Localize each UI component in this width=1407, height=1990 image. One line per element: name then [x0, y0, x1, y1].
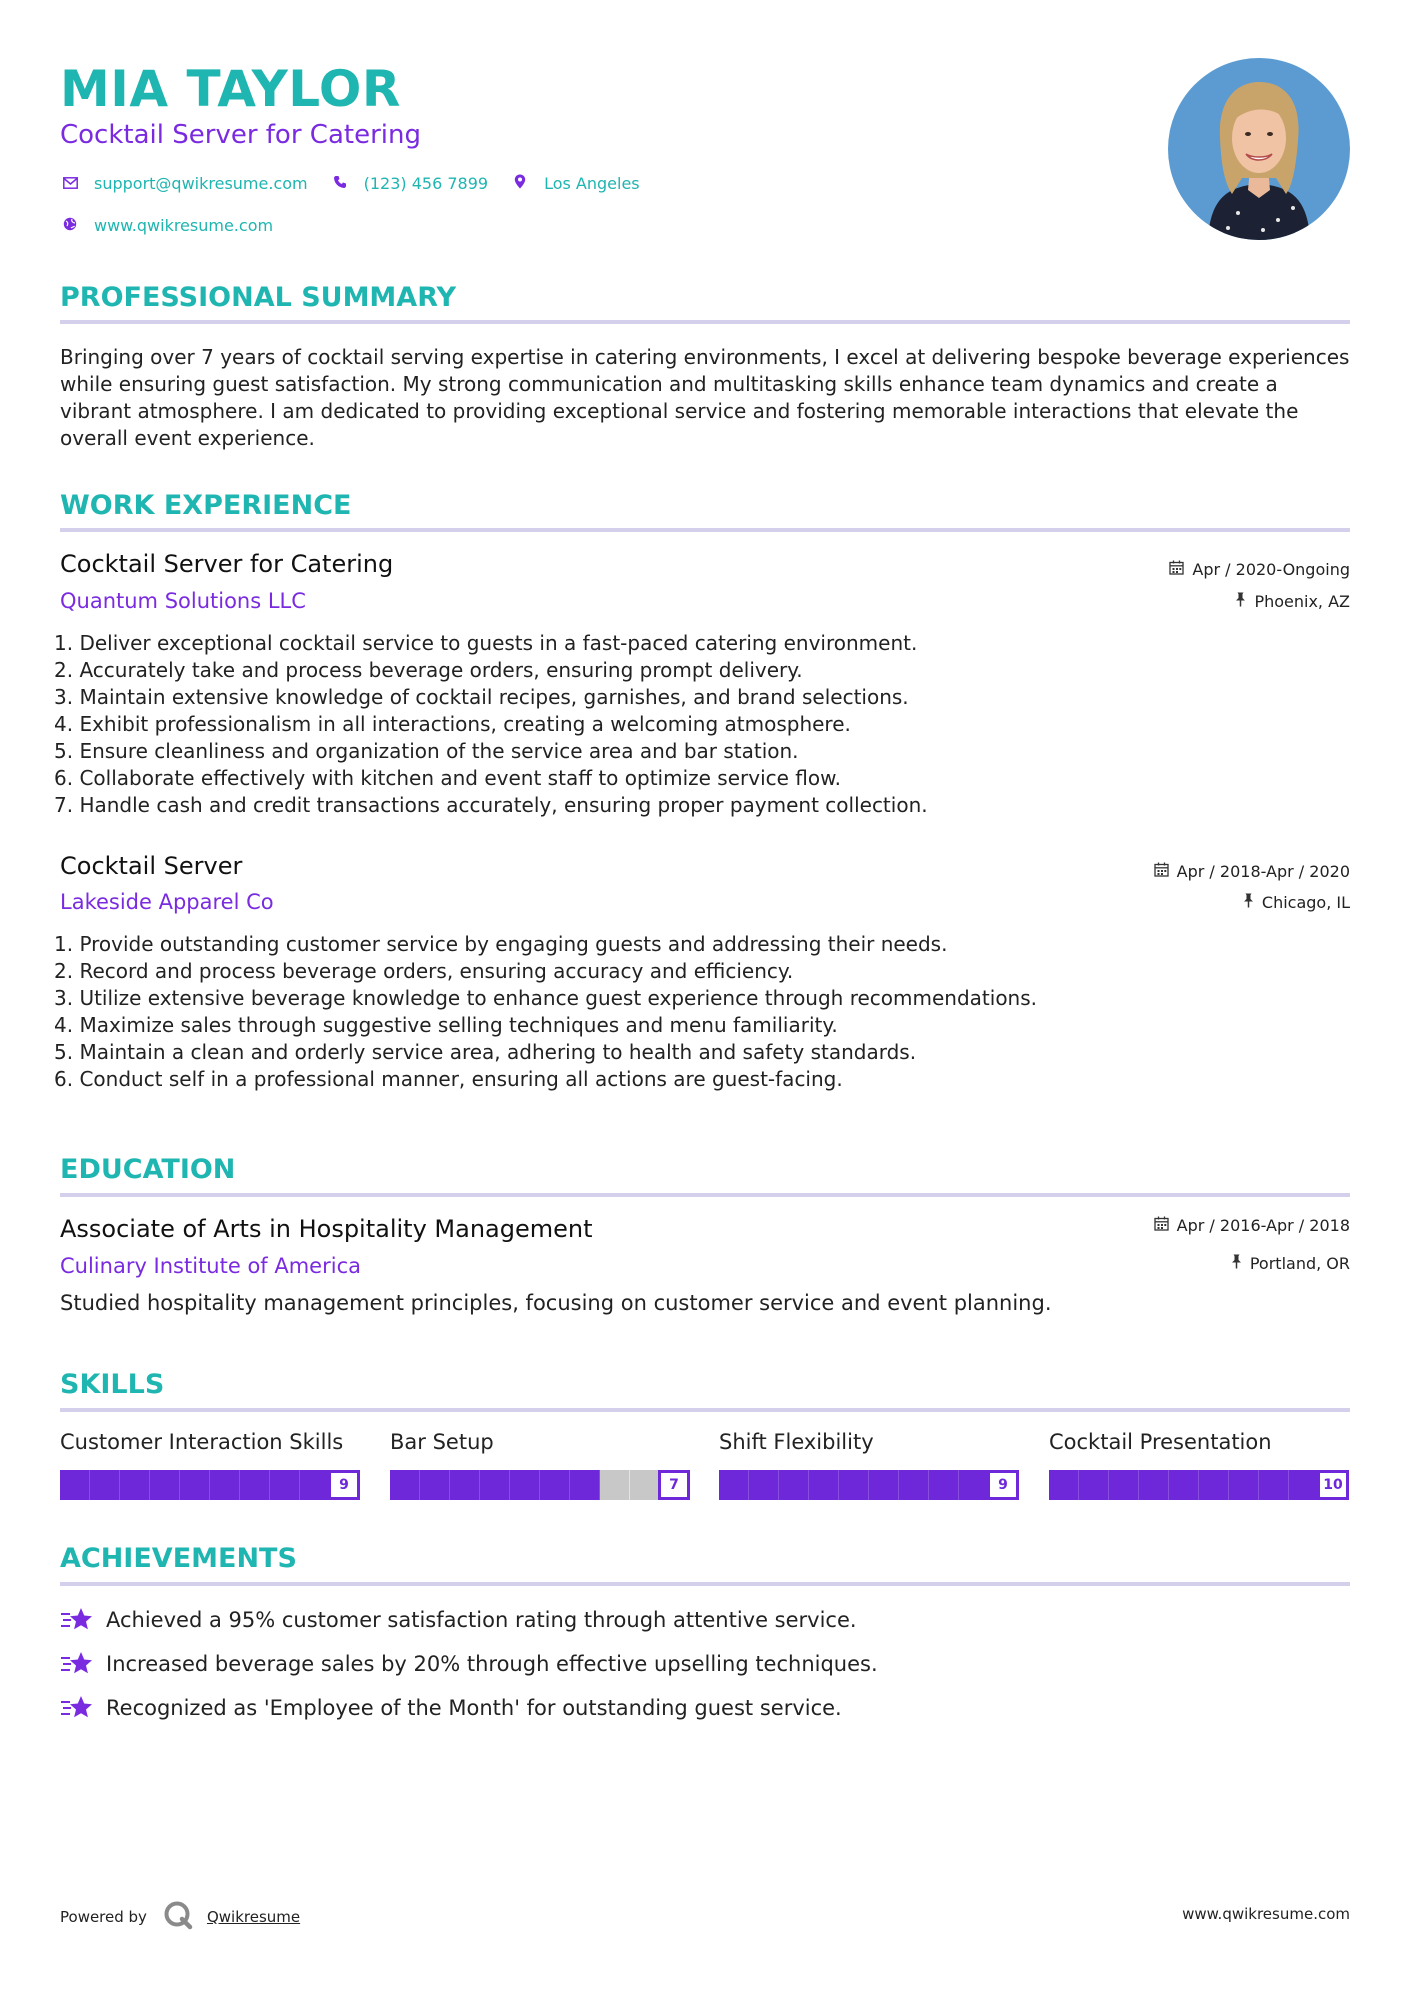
list-item: 5. Ensure cleanliness and organization of the service area and bar station.	[54, 739, 799, 763]
summary-divider	[60, 320, 1350, 324]
skill-rating-bar	[719, 1470, 1019, 1500]
job-location	[1235, 592, 1350, 611]
skills-divider	[60, 1408, 1350, 1412]
skill-segment	[839, 1470, 869, 1500]
pushpin-icon	[1231, 1254, 1242, 1273]
skill-segment	[60, 1470, 90, 1500]
envelope-icon	[60, 175, 80, 193]
skill-segment	[1109, 1470, 1139, 1500]
location-text: Phoenix, AZ	[1254, 592, 1350, 611]
skill-segment	[1229, 1470, 1259, 1500]
job-company: Quantum Solutions LLC	[60, 589, 306, 613]
skill-segment	[1259, 1470, 1289, 1500]
skill-segment	[779, 1470, 809, 1500]
list-item: 3. Utilize extensive beverage knowledge to enhance guest experience through recommendations.	[54, 986, 1038, 1010]
job-title: Cocktail Server	[60, 852, 243, 880]
candidate-title: Cocktail Server for Catering	[60, 120, 421, 150]
website-text: www.qwikresume.com	[94, 216, 274, 235]
achievements-heading: ACHIEVEMENTS	[60, 1543, 297, 1574]
shooting-star-icon	[60, 1693, 94, 1723]
contact-phone[interactable]	[330, 174, 488, 193]
calendar-icon	[1154, 862, 1169, 881]
skill-score: 10	[1317, 1470, 1349, 1500]
education-description: Studied hospitality management principles, focusing on customer service and event planning.	[60, 1291, 1052, 1315]
summary-heading: PROFESSIONAL SUMMARY	[60, 282, 457, 313]
qwikresume-logo-icon	[163, 1900, 193, 1934]
website-row	[60, 216, 295, 235]
list-item: 4. Maximize sales through suggestive selling techniques and menu familiarity.	[54, 1013, 838, 1037]
location-text: Portland, OR	[1249, 1254, 1350, 1273]
location-text: Chicago, IL	[1261, 893, 1350, 912]
skills-heading: SKILLS	[60, 1369, 165, 1400]
skill-segment	[899, 1470, 929, 1500]
shooting-star-icon	[60, 1605, 94, 1635]
skill-segment	[1169, 1470, 1199, 1500]
skill-item	[60, 1430, 360, 1500]
powered-by-label: Powered by	[60, 1908, 147, 1926]
footer-branding	[60, 1900, 300, 1934]
skill-segment	[510, 1470, 540, 1500]
job-responsibilities	[54, 931, 1344, 1093]
skill-segment	[959, 1470, 989, 1500]
skill-segment	[1289, 1470, 1319, 1500]
education-divider	[60, 1193, 1350, 1197]
profile-photo	[1168, 58, 1350, 240]
skill-segment	[210, 1470, 240, 1500]
summary-text: Bringing over 7 years of cocktail serving expertise in catering environments, I excel at delivering bespoke beverage experiences while ensuring guest satisfaction. My strong communication and multitasking skills enhance team dynamics and create a vibrant atmosphere. I am dedicated to providing exceptional service and fostering memorable interactions that elevate the overall event experience.	[60, 345, 1350, 450]
job-location	[1243, 893, 1350, 912]
list-item: 5. Maintain a clean and orderly service area, adhering to health and safety standards.	[54, 1040, 917, 1064]
skill-label: Cocktail Presentation	[1049, 1430, 1272, 1454]
skill-rating-bar	[60, 1470, 360, 1500]
achievement-text: Recognized as 'Employee of the Month' for outstanding guest service.	[106, 1696, 842, 1720]
skill-label: Bar Setup	[390, 1430, 494, 1454]
list-item: 1. Deliver exceptional cocktail service to guests in a fast-paced catering environment.	[54, 631, 918, 655]
candidate-name: MIA TAYLOR	[60, 60, 401, 118]
contact-website[interactable]	[60, 216, 273, 235]
skill-segment	[570, 1470, 600, 1500]
skill-segment	[600, 1470, 630, 1500]
calendar-icon	[1154, 1216, 1169, 1235]
job-dates	[1154, 862, 1350, 881]
skill-segment	[300, 1470, 330, 1500]
skill-label: Customer Interaction Skills	[60, 1430, 344, 1454]
list-item: 1. Provide outstanding customer service by engaging guests and addressing their needs.	[54, 932, 948, 956]
list-item: 6. Collaborate effectively with kitchen and event staff to optimize service flow.	[54, 766, 842, 790]
job-responsibilities	[54, 630, 1344, 819]
location-text: Los Angeles	[544, 174, 640, 193]
skill-segment	[540, 1470, 570, 1500]
skill-segment	[90, 1470, 120, 1500]
skill-segment	[420, 1470, 450, 1500]
skill-score: 9	[987, 1470, 1019, 1500]
pushpin-icon	[1235, 592, 1246, 611]
achievements-divider	[60, 1582, 1350, 1586]
footer-url[interactable]: www.qwikresume.com	[1182, 1905, 1350, 1923]
skill-item	[390, 1430, 690, 1500]
list-item: 2. Record and process beverage orders, ensuring accuracy and efficiency.	[54, 959, 794, 983]
dates-text: Apr / 2016-Apr / 2018	[1176, 1216, 1350, 1235]
globe-icon	[60, 217, 80, 235]
experience-divider	[60, 528, 1350, 532]
degree-title: Associate of Arts in Hospitality Management	[60, 1215, 593, 1243]
skill-segment	[450, 1470, 480, 1500]
list-item: 4. Exhibit professionalism in all interactions, creating a welcoming atmosphere.	[54, 712, 851, 736]
skill-segment	[390, 1470, 420, 1500]
contact-row	[60, 174, 662, 193]
job-dates	[1169, 560, 1350, 579]
dates-text: Apr / 2020-Ongoing	[1192, 560, 1350, 579]
education-dates	[1154, 1216, 1350, 1235]
skill-segment	[150, 1470, 180, 1500]
skill-label: Shift Flexibility	[719, 1430, 874, 1454]
school-name: Culinary Institute of America	[60, 1254, 361, 1278]
skill-rating-bar	[390, 1470, 690, 1500]
skill-segment	[1139, 1470, 1169, 1500]
skill-segment	[869, 1470, 899, 1500]
phone-icon	[330, 175, 350, 193]
shooting-star-icon	[60, 1649, 94, 1679]
experience-heading: WORK EXPERIENCE	[60, 490, 352, 521]
email-text: support@qwikresume.com	[94, 174, 308, 193]
list-item: 7. Handle cash and credit transactions accurately, ensuring proper payment collection.	[54, 793, 928, 817]
skill-score: 9	[328, 1470, 360, 1500]
achievement-text: Achieved a 95% customer satisfaction rating through attentive service.	[106, 1608, 857, 1632]
skill-segment	[1079, 1470, 1109, 1500]
skill-segment	[719, 1470, 749, 1500]
achievement-text: Increased beverage sales by 20% through effective upselling techniques.	[106, 1652, 878, 1676]
achievement-item	[60, 1605, 857, 1635]
list-item: 6. Conduct self in a professional manner, ensuring all actions are guest-facing.	[54, 1067, 843, 1091]
skill-segment	[1049, 1470, 1079, 1500]
skill-rating-bar	[1049, 1470, 1349, 1500]
achievement-item	[60, 1649, 878, 1679]
skill-segment	[630, 1470, 660, 1500]
phone-text: (123) 456 7899	[363, 174, 489, 193]
skill-segment	[240, 1470, 270, 1500]
job-company: Lakeside Apparel Co	[60, 890, 274, 914]
education-location	[1231, 1254, 1350, 1273]
skill-segment	[1199, 1470, 1229, 1500]
skill-score: 7	[658, 1470, 690, 1500]
calendar-icon	[1169, 560, 1184, 579]
skill-segment	[929, 1470, 959, 1500]
qwikresume-link[interactable]: Qwikresume	[206, 1908, 301, 1926]
dates-text: Apr / 2018-Apr / 2020	[1176, 862, 1350, 881]
skill-segment	[180, 1470, 210, 1500]
skill-segment	[120, 1470, 150, 1500]
pushpin-icon	[1243, 893, 1254, 912]
list-item: 3. Maintain extensive knowledge of cocktail recipes, garnishes, and brand selections.	[54, 685, 909, 709]
skill-item	[1049, 1430, 1349, 1500]
skill-segment	[749, 1470, 779, 1500]
list-item: 2. Accurately take and process beverage orders, ensuring prompt delivery.	[54, 658, 803, 682]
contact-location	[510, 174, 640, 193]
skill-item	[719, 1430, 1019, 1500]
skill-segment	[270, 1470, 300, 1500]
skill-segment	[480, 1470, 510, 1500]
map-pin-icon	[510, 174, 530, 193]
contact-email[interactable]	[60, 174, 308, 193]
education-heading: EDUCATION	[60, 1154, 236, 1185]
job-title: Cocktail Server for Catering	[60, 550, 394, 578]
achievement-item	[60, 1693, 842, 1723]
skill-segment	[809, 1470, 839, 1500]
